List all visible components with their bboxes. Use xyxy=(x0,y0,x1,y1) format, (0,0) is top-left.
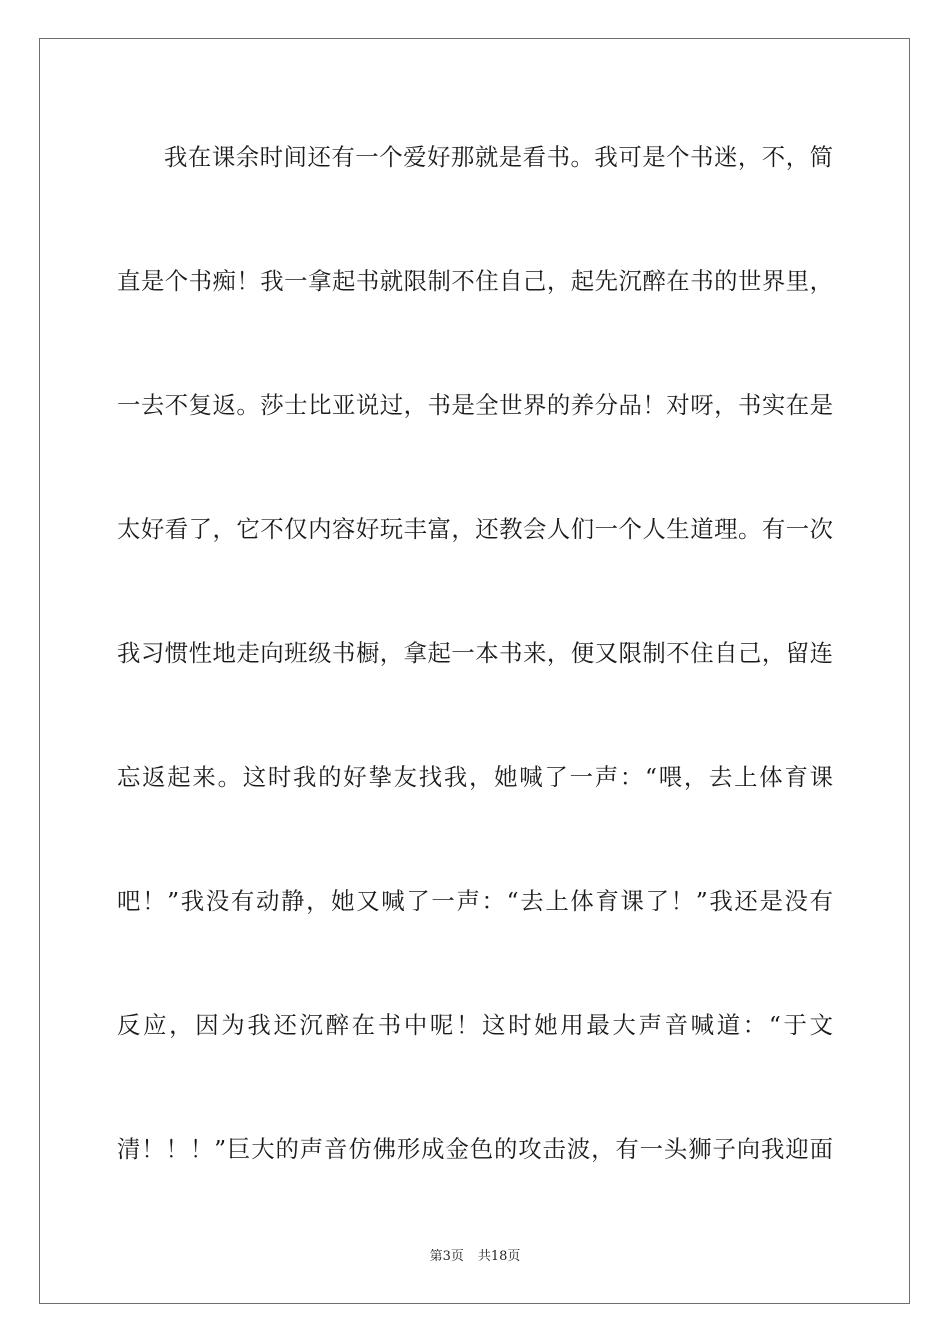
page-total: 共18页 xyxy=(477,1249,521,1264)
text-line-5: 我习惯性地走向班级书橱，拿起一本书来，便又限制不住自己，留连 xyxy=(117,639,833,667)
text-line-4: 太好看了，它不仅内容好玩丰富，还教会人们一个人生道理。有一次 xyxy=(117,515,833,543)
text-line-1: 我在课余时间还有一个爱好那就是看书。我可是个书迷，不，简 xyxy=(164,143,833,171)
text-line-3: 一去不复返。莎士比亚说过，书是全世界的养分品！对呀，书实在是 xyxy=(117,391,833,419)
text-line-8: 反应，因为我还沉醉在书中呢！这时她用最大声音喊道：“于文 xyxy=(117,1011,833,1039)
text-line-2: 直是个书痴！我一拿起书就限制不住自己，起先沉醉在书的世界里， xyxy=(117,267,833,295)
page-footer xyxy=(0,1245,950,1264)
text-line-6: 忘返起来。这时我的好挚友找我，她喊了一声：“喂，去上体育课 xyxy=(117,763,833,791)
page-number: 第3页 xyxy=(429,1249,464,1264)
document-body xyxy=(117,126,833,1242)
text-line-9: 清！！！”巨大的声音仿佛形成金色的攻击波，有一头狮子向我迎面 xyxy=(117,1135,833,1163)
text-line-7: 吧！”我没有动静，她又喊了一声：“去上体育课了！”我还是没有 xyxy=(117,887,833,915)
